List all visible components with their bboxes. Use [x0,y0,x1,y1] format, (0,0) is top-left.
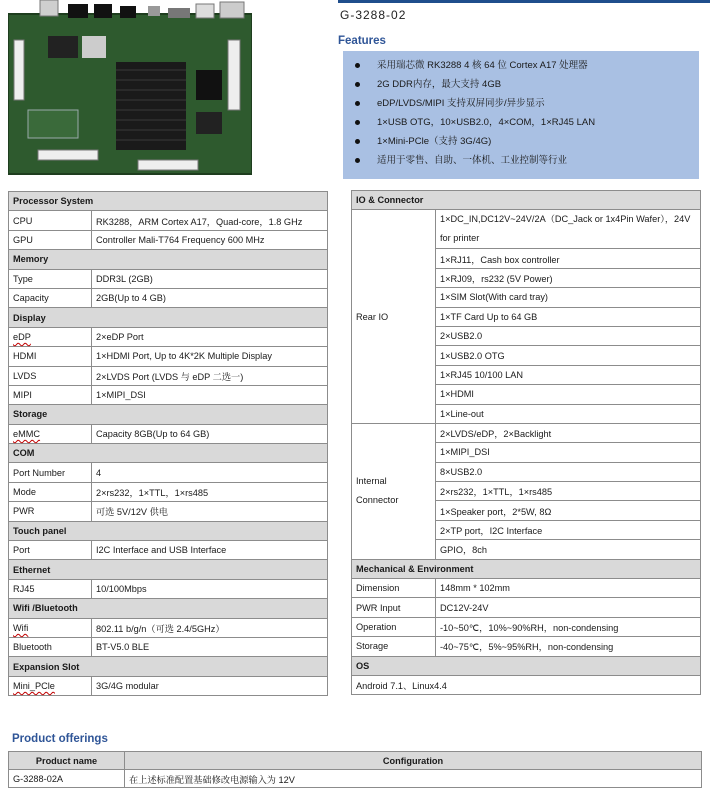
list-item: 1×Mini-PCle（支持 3G/4G) [343,132,699,151]
table-row: PWR 可选 5V/12V 供电 [9,502,328,521]
bullet-icon [355,120,360,125]
table-row: Mode 2×rs232，1×TTL，1×rs485 [9,482,328,501]
section-header-display: Display [9,308,328,327]
header-accent-line [338,0,710,3]
table-row: HDMI 1×HDMI Port, Up to 4K*2K Multiple Display [9,347,328,366]
bullet-icon [355,101,360,106]
table-row: 1×TF Card Up to 64 GB [352,307,701,326]
section-header-io: IO & Connector [352,191,701,210]
table-row: Wifi 802.11 b/g/n（可选 2.4/5GHz） [9,618,328,637]
table-row: Operation -10~50℃，10%~90%RH，non-condensing [352,617,701,636]
table-row: PWR Input DC12V-24V [352,598,701,617]
table-row: Capacity 2GB(Up to 4 GB) [9,288,328,307]
table-row: Storage -40~75℃，5%~95%RH，non-condensing [352,637,701,656]
board-photo [8,0,252,176]
spec-table-left [8,191,328,696]
section-header-mechanical: Mechanical & Environment [352,559,701,578]
table-row: Internal Connector 2×LVDS/eDP，2×Backlight [352,423,701,442]
os-value: Android 7.1、Linux4.4 [352,675,701,694]
table-row: 2×USB2.0 [352,326,701,345]
table-row: 2×TP port，I2C Interface [352,520,701,539]
table-row: eDP 2×eDP Port [9,327,328,346]
product-offerings-table [8,751,702,788]
table-row: Rear IO 1×DC_IN,DC12V~24V/2A（DC_Jack or 1x4Pin Wafer），24V for printer [352,210,701,249]
table-row: G-3288-02A 在上述标准配置基础修改电源输入为 12V [9,770,702,788]
section-header-memory: Memory [9,250,328,269]
table-row [352,675,701,694]
section-header-wifi: Wifi /Bluetooth [9,599,328,618]
table-row: 1×HDMI [352,385,701,404]
features-title: Features [338,35,386,47]
product-offerings-title: Product offerings [12,733,108,745]
table-row: Port I2C Interface and USB Interface [9,541,328,560]
table-row: 1×RJ45 10/100 LAN [352,365,701,384]
section-header-com: COM [9,444,328,463]
table-row: 1×SIM Slot(With card tray) [352,288,701,307]
bullet-icon [355,82,360,87]
table-row: 1×RJ11，Cash box controller [352,249,701,268]
table-row: Mini_PCle 3G/4G modular [9,676,328,695]
table-row: 1×Speaker port，2*5W, 8Ω [352,501,701,520]
bullet-icon [355,63,360,68]
table-row: MIPI 1×MIPI_DSI [9,385,328,404]
table-row: 1×Line-out [352,404,701,423]
spec-table-right [351,190,701,695]
column-header-configuration: Configuration [125,752,702,770]
table-row: GPU Controller Mali-T764 Frequency 600 MHz [9,230,328,249]
list-item: eDP/LVDS/MIPI 支持双屏同步/异步显示 [343,94,699,113]
table-row: CPU RK3288，ARM Cortex A17，Quad-core，1.8 GHz [9,211,328,230]
list-item: 采用瑞芯微 RK3288 4 核 64 位 Cortex A17 处理器 [343,56,699,75]
table-row: Port Number 4 [9,463,328,482]
table-row: 1×USB2.0 OTG [352,346,701,365]
list-item: 1×USB OTG，10×USB2.0，4×COM，1×RJ45 LAN [343,113,699,132]
bullet-icon [355,139,360,144]
rear-io-label: Rear IO [352,210,436,424]
section-header-storage: Storage [9,405,328,424]
features-list [343,51,699,170]
table-row: 1×RJ09，rs232 (5V Power) [352,268,701,287]
model-number: G-3288-02 [340,8,407,22]
table-row: Type DDR3L (2GB) [9,269,328,288]
list-item: 2G DDR内存，最大支持 4GB [343,75,699,94]
table-row: 2×rs232，1×TTL，1×rs485 [352,482,701,501]
section-header-expansion: Expansion Slot [9,657,328,676]
list-item: 适用于零售、自助、一体机、工业控制等行业 [343,151,699,170]
table-row: GPIO，8ch [352,540,701,559]
table-row: 8×USB2.0 [352,462,701,481]
column-header-product-name: Product name [9,752,125,770]
table-row: 1×MIPI_DSI [352,443,701,462]
table-row: eMMC Capacity 8GB(Up to 64 GB) [9,424,328,443]
table-row: Dimension 148mm * 102mm [352,579,701,598]
section-header-ethernet: Ethernet [9,560,328,579]
section-header-processor: Processor System [9,192,328,211]
table-row: LVDS 2×LVDS Port (LVDS 与 eDP 二选一) [9,366,328,385]
section-header-os: OS [352,656,701,675]
features-box [343,51,699,179]
bullet-icon [355,158,360,163]
table-row: RJ45 10/100Mbps [9,579,328,598]
section-header-touch: Touch panel [9,521,328,540]
table-row: Bluetooth BT-V5.0 BLE [9,637,328,656]
internal-connector-label: Internal Connector [352,423,436,559]
